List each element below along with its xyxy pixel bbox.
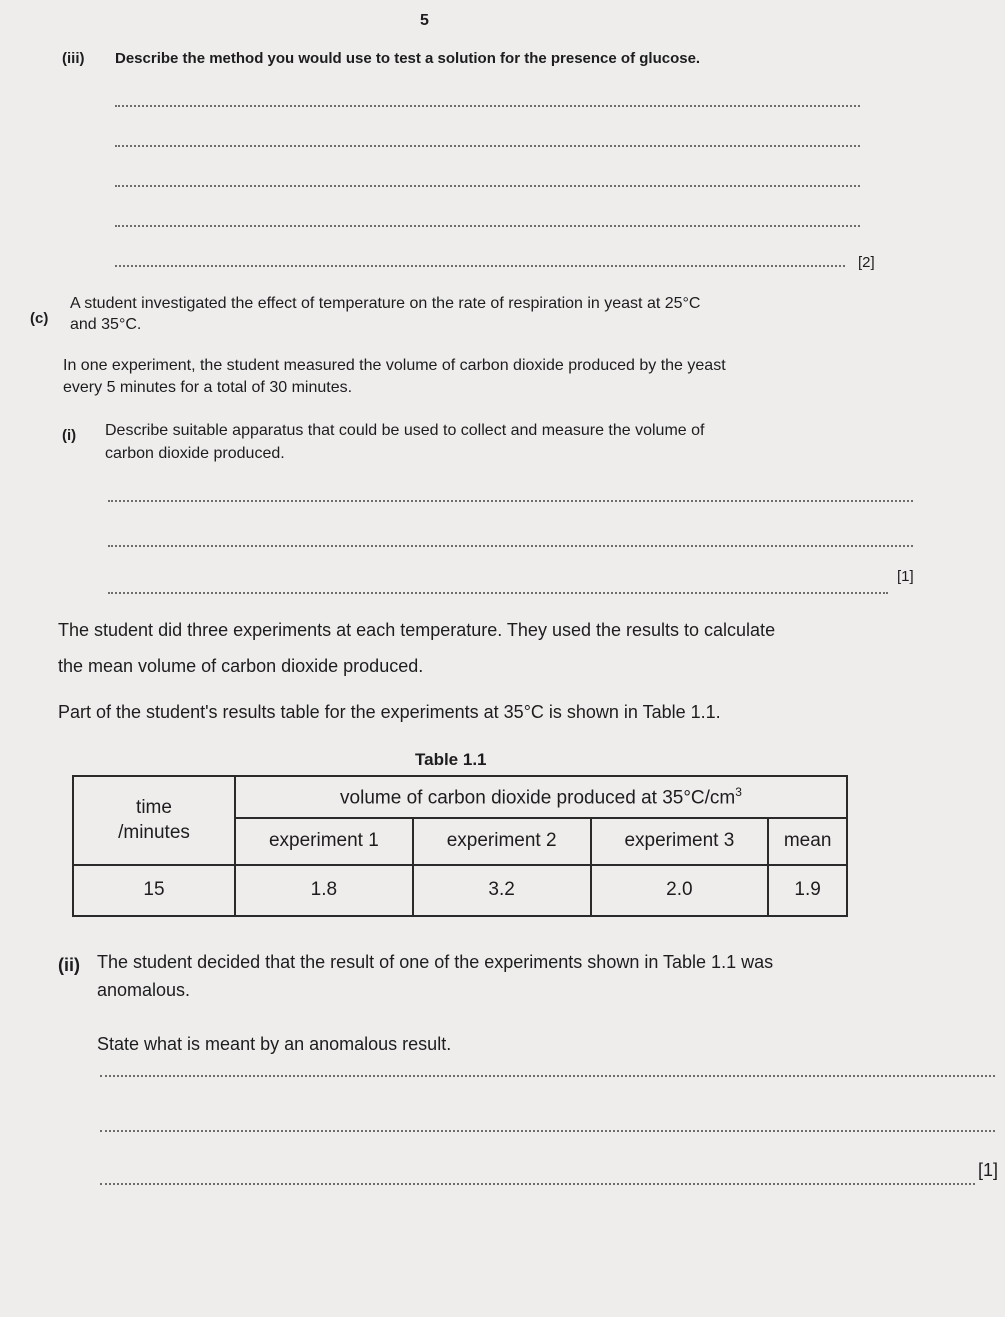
context-line1: The student did three experiments at each temperature. They used the results to calculate	[58, 620, 776, 640]
question-c-experiment-line2: every 5 minutes for a total of 30 minutes.	[63, 379, 353, 396]
question-label-iii: (iii)	[62, 50, 85, 67]
context-line3: Part of the student's results table for the experiments at 35°C is shown in Table 1.1.	[58, 702, 721, 722]
question-c-intro-line1: A student investigated the effect of temperature on the rate of respiration in yeast at 25°C	[70, 295, 701, 312]
time-header-line2: /minutes	[118, 822, 190, 844]
question-c-intro-line2: and 35°C.	[70, 316, 142, 333]
volume-header: volume of carbon dioxide produced at 35°C/cm	[340, 787, 736, 809]
marks-iii: [2]	[858, 254, 875, 271]
cell-experiment-2: 3.2	[413, 865, 591, 916]
marks-i: [1]	[897, 568, 914, 585]
col-header-experiment-1: experiment 1	[235, 818, 413, 865]
question-i-text-line2: carbon dioxide produced.	[105, 445, 285, 462]
cell-experiment-3: 2.0	[591, 865, 769, 916]
question-ii-text-line1: The student decided that the result of one of the experiments shown in Table 1.1 was	[97, 952, 774, 972]
question-label-c: (c)	[30, 310, 49, 327]
table-title: Table 1.1	[415, 750, 487, 769]
volume-header-sup: 3	[735, 784, 742, 799]
answer-line[interactable]	[108, 500, 913, 502]
answer-line[interactable]	[100, 1075, 995, 1077]
col-header-experiment-3: experiment 3	[591, 818, 769, 865]
question-c-experiment-line1: In one experiment, the student measured the volume of carbon dioxide produced by the yeast	[63, 357, 726, 374]
question-label-ii: (ii)	[58, 955, 80, 975]
marks-ii: [1]	[978, 1160, 999, 1180]
context-line2: the mean volume of carbon dioxide produced.	[58, 656, 424, 676]
table-row	[73, 865, 847, 916]
col-header-experiment-2: experiment 2	[413, 818, 591, 865]
question-ii-prompt: State what is meant by an anomalous result.	[97, 1034, 452, 1054]
answer-line[interactable]	[115, 265, 845, 267]
question-label-i: (i)	[62, 427, 77, 444]
col-header-mean: mean	[768, 818, 847, 865]
cell-mean: 1.9	[768, 865, 847, 916]
answer-line[interactable]	[108, 592, 888, 594]
volume-header-cell	[235, 776, 847, 818]
time-header-line1: time	[136, 797, 172, 819]
answer-line[interactable]	[100, 1183, 975, 1185]
answer-line[interactable]	[100, 1130, 995, 1132]
time-header-cell	[73, 776, 235, 865]
answer-line[interactable]	[108, 545, 913, 547]
answer-line[interactable]	[115, 105, 860, 107]
answer-line[interactable]	[115, 145, 860, 147]
cell-time: 15	[73, 865, 235, 916]
question-ii-text-line2: anomalous.	[97, 980, 191, 1000]
question-text-iii: Describe the method you would use to test a solution for the presence of glucose.	[115, 50, 701, 67]
page-number: 5	[420, 12, 429, 29]
answer-line[interactable]	[115, 185, 860, 187]
cell-experiment-1: 1.8	[235, 865, 413, 916]
results-table	[72, 775, 848, 917]
question-i-text-line1: Describe suitable apparatus that could be used to collect and measure the volume of	[105, 422, 705, 439]
answer-line[interactable]	[115, 225, 860, 227]
